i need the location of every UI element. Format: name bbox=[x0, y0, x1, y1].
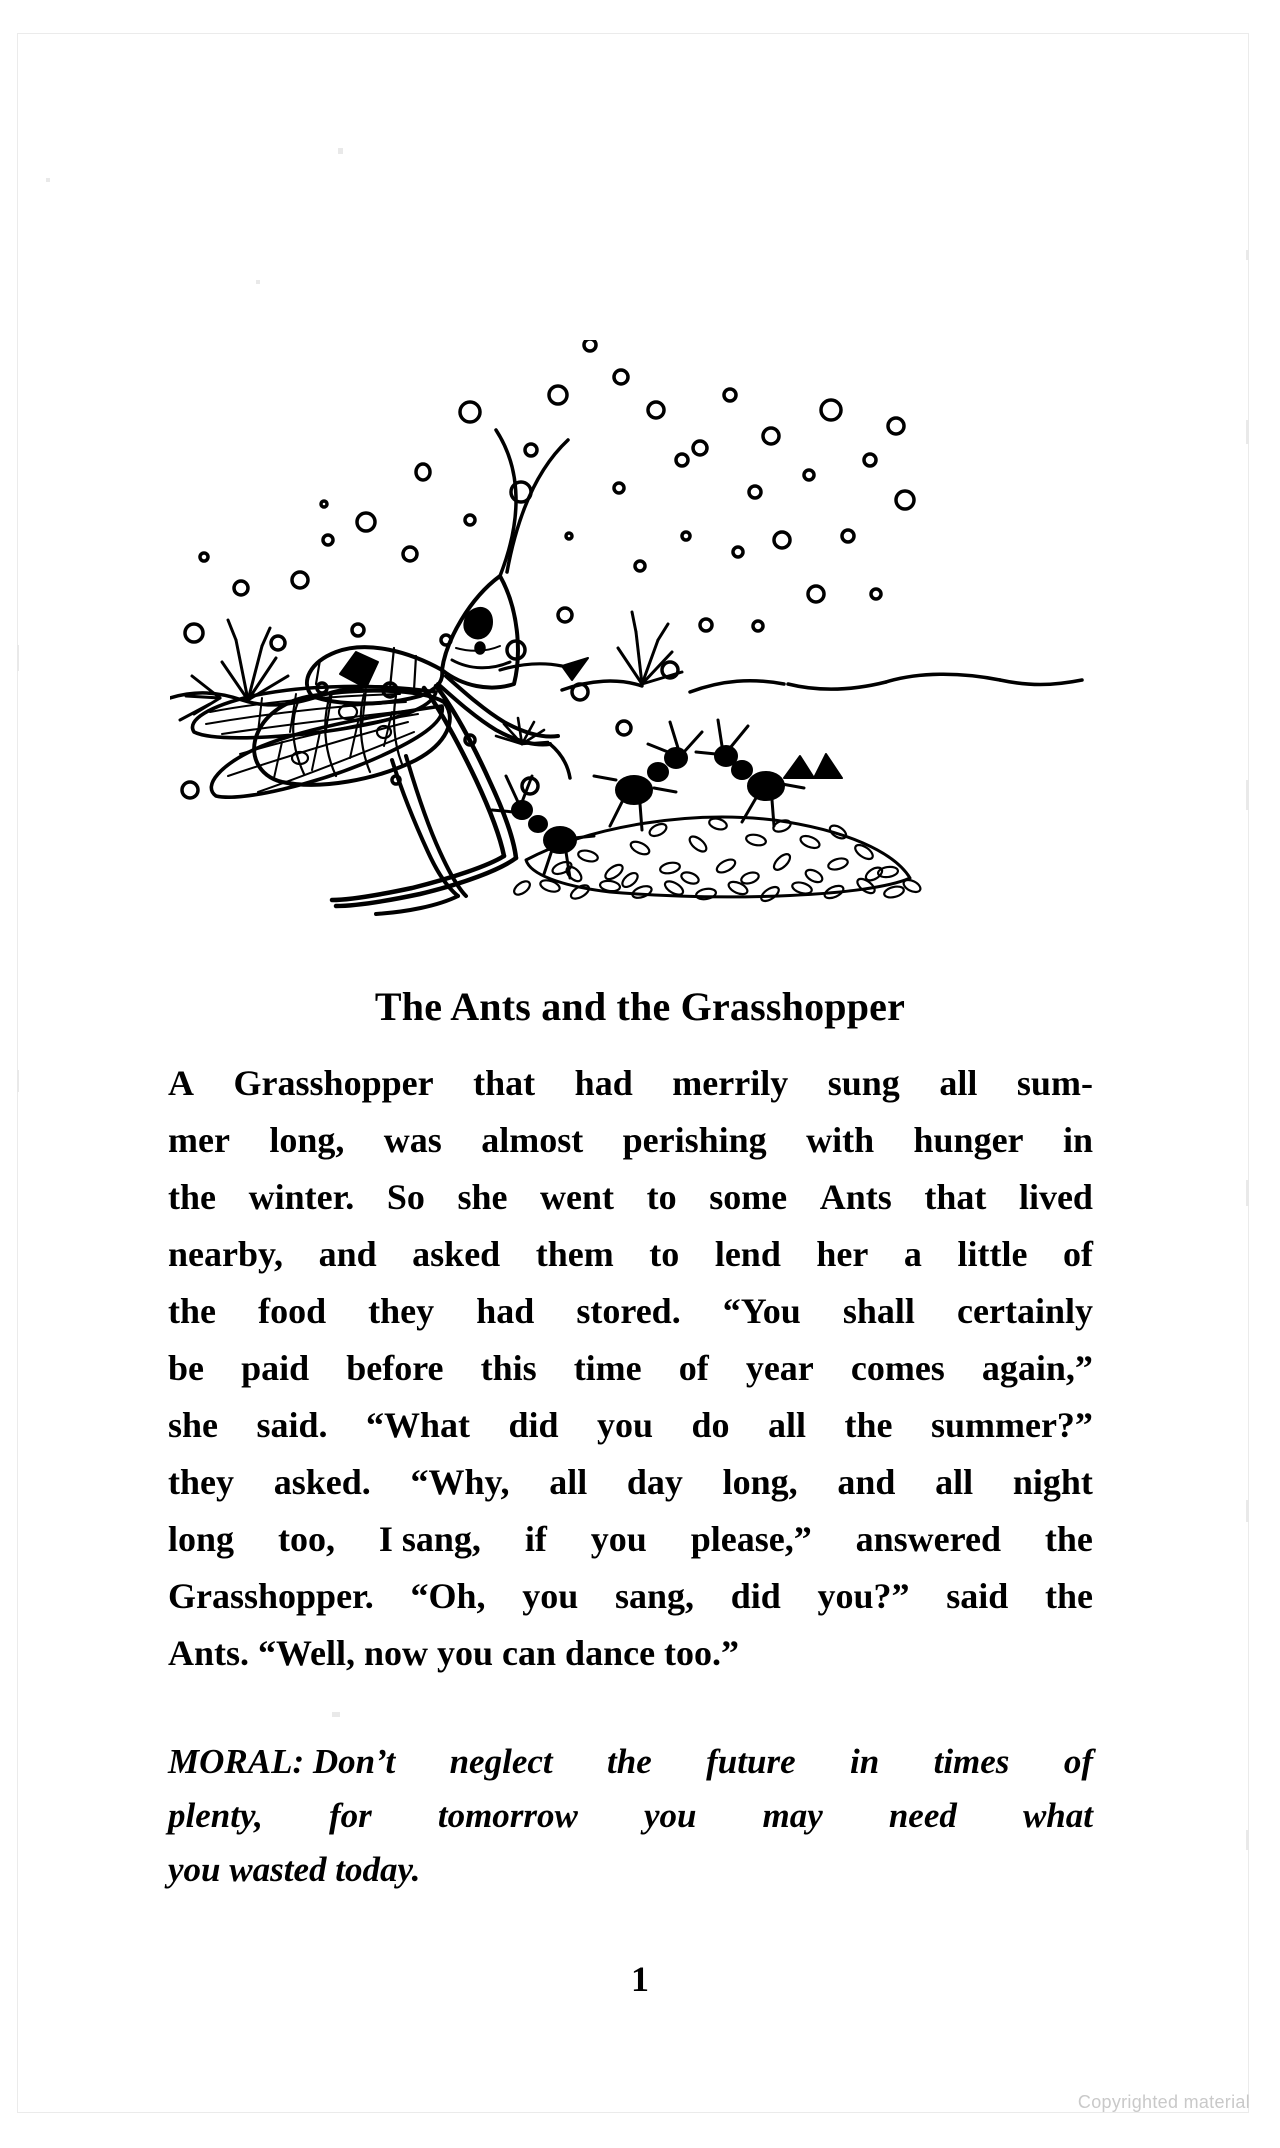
text-word: year bbox=[745, 1348, 814, 1388]
story-illustration bbox=[170, 340, 1090, 920]
story-body-line bbox=[168, 1112, 1093, 1169]
bare-shrub-right bbox=[618, 612, 682, 684]
text-word: they bbox=[368, 1291, 435, 1331]
story-body-line bbox=[168, 1397, 1093, 1454]
text-word: the bbox=[168, 1291, 216, 1331]
story-body-line bbox=[168, 1226, 1093, 1283]
text-word: nearby, bbox=[168, 1234, 284, 1274]
text-word: sum- bbox=[1016, 1063, 1093, 1103]
eye bbox=[464, 608, 492, 639]
text-word: was bbox=[383, 1120, 442, 1160]
text-word: day bbox=[626, 1462, 683, 1502]
story-moral-line bbox=[168, 1735, 1093, 1789]
ant-right bbox=[696, 720, 842, 826]
text-word: little bbox=[957, 1234, 1028, 1274]
eye-dot bbox=[475, 642, 485, 654]
text-word: of bbox=[678, 1348, 709, 1388]
text-word: long bbox=[168, 1519, 235, 1559]
story-body-line bbox=[168, 1454, 1093, 1511]
text-word: summer?” bbox=[930, 1405, 1093, 1445]
text-word: sung bbox=[827, 1063, 900, 1103]
text-word: almost bbox=[481, 1120, 584, 1160]
text-word: the bbox=[607, 1742, 652, 1781]
story-moral-line bbox=[168, 1789, 1093, 1843]
text-word: mer bbox=[168, 1120, 230, 1160]
text-word: did bbox=[508, 1405, 559, 1445]
text-word: winter. bbox=[248, 1177, 355, 1217]
text-word: all bbox=[935, 1462, 974, 1502]
text-word: certainly bbox=[957, 1291, 1093, 1331]
text-word: comes bbox=[850, 1348, 945, 1388]
text-word: had bbox=[574, 1063, 633, 1103]
text-word: need bbox=[888, 1796, 957, 1835]
text-word: asked bbox=[412, 1234, 501, 1274]
text-word: be bbox=[168, 1348, 204, 1388]
text-word: A bbox=[168, 1063, 194, 1103]
text-word: in bbox=[1062, 1120, 1093, 1160]
text-word: you bbox=[590, 1519, 647, 1559]
text-word: the bbox=[844, 1405, 893, 1445]
text-word: they bbox=[168, 1462, 234, 1502]
story-body-line bbox=[168, 1511, 1093, 1568]
wing-veins bbox=[206, 690, 418, 792]
text-word: shall bbox=[842, 1291, 915, 1331]
text-word: answered bbox=[855, 1519, 1001, 1559]
text-word: times bbox=[933, 1742, 1010, 1781]
text-word: merrily bbox=[672, 1063, 789, 1103]
story-body-text bbox=[168, 1055, 1093, 1682]
text-word: all bbox=[768, 1405, 807, 1445]
mid-leg bbox=[392, 760, 458, 896]
text-word: Grasshopper. bbox=[168, 1576, 374, 1616]
text-word: you?” bbox=[817, 1576, 910, 1616]
mouth bbox=[452, 660, 510, 668]
text-word: you bbox=[597, 1405, 654, 1445]
text-word: “What bbox=[366, 1405, 471, 1445]
text-word: long, bbox=[269, 1120, 345, 1160]
page-title: The Ants and the Grasshopper bbox=[374, 983, 906, 1029]
grasshopper bbox=[192, 430, 588, 914]
text-word: lived bbox=[1018, 1177, 1093, 1217]
copyright-notice: Copyrighted material bbox=[1077, 2092, 1250, 2112]
text-word: if bbox=[524, 1519, 547, 1559]
text-word: before bbox=[346, 1348, 444, 1388]
text-word: of bbox=[1063, 1742, 1093, 1781]
story-body-line bbox=[168, 1169, 1093, 1226]
text-word: had bbox=[476, 1291, 535, 1331]
story-body-line bbox=[168, 1568, 1093, 1625]
text-word: for bbox=[329, 1796, 372, 1835]
story-body-line-last: Ants. “Well, now you can dance too.” bbox=[168, 1633, 740, 1673]
text-word: you bbox=[522, 1576, 579, 1616]
text-word: So bbox=[386, 1177, 425, 1217]
text-word: sang, bbox=[614, 1576, 694, 1616]
text-word: she bbox=[457, 1177, 508, 1217]
text-word: food bbox=[258, 1291, 327, 1331]
text-word: she bbox=[168, 1405, 219, 1445]
text-word: in bbox=[850, 1742, 880, 1781]
text-word: night bbox=[1012, 1462, 1093, 1502]
text-word: this bbox=[480, 1348, 537, 1388]
story-body-line bbox=[168, 1055, 1093, 1112]
text-word: the bbox=[1044, 1576, 1093, 1616]
story-moral-text bbox=[168, 1735, 1093, 1897]
text-word: long, bbox=[722, 1462, 798, 1502]
story-moral-line-last: you wasted today. bbox=[168, 1850, 421, 1889]
text-word: Ants bbox=[819, 1177, 892, 1217]
text-word: too, bbox=[277, 1519, 335, 1559]
text-word: MORAL: Don’t bbox=[168, 1742, 396, 1781]
text-word: all bbox=[549, 1462, 588, 1502]
text-word: lend bbox=[714, 1234, 781, 1274]
text-word: “You bbox=[722, 1291, 801, 1331]
page-number: 1 bbox=[631, 1959, 649, 1999]
ant-center bbox=[594, 722, 702, 830]
text-word: neglect bbox=[449, 1742, 553, 1781]
text-word: perishing bbox=[622, 1120, 767, 1160]
text-word: again,” bbox=[981, 1348, 1093, 1388]
text-word: stored. bbox=[576, 1291, 681, 1331]
text-word: that bbox=[473, 1063, 536, 1103]
text-word: said. bbox=[256, 1405, 328, 1445]
story-body-line bbox=[168, 1283, 1093, 1340]
text-word: I sang, bbox=[378, 1519, 481, 1559]
text-word: to bbox=[646, 1177, 677, 1217]
text-word: some bbox=[709, 1177, 788, 1217]
text-word: “Why, bbox=[410, 1462, 510, 1502]
text-word: plenty, bbox=[168, 1796, 263, 1835]
text-word: said bbox=[946, 1576, 1009, 1616]
text-word: tomorrow bbox=[437, 1796, 578, 1835]
text-word: please,” bbox=[690, 1519, 812, 1559]
text-word: her bbox=[816, 1234, 869, 1274]
text-word: and bbox=[318, 1234, 377, 1274]
text-word: with bbox=[806, 1120, 875, 1160]
text-word: went bbox=[540, 1177, 615, 1217]
text-word: them bbox=[535, 1234, 614, 1274]
text-word: what bbox=[1022, 1796, 1093, 1835]
snowflakes-group bbox=[182, 340, 914, 798]
text-word: that bbox=[924, 1177, 987, 1217]
text-word: all bbox=[939, 1063, 978, 1103]
text-word: to bbox=[649, 1234, 680, 1274]
text-word: hunger bbox=[913, 1120, 1024, 1160]
text-word: you bbox=[643, 1796, 697, 1835]
text-word: may bbox=[762, 1796, 823, 1835]
text-word: and bbox=[837, 1462, 896, 1502]
story-body-line bbox=[168, 1340, 1093, 1397]
text-word: Grasshopper bbox=[233, 1063, 434, 1103]
text-word: a bbox=[903, 1234, 922, 1274]
text-word: “Oh, bbox=[410, 1576, 486, 1616]
text-word: do bbox=[691, 1405, 730, 1445]
text-word: did bbox=[730, 1576, 781, 1616]
text-word: the bbox=[168, 1177, 216, 1217]
text-word: asked. bbox=[273, 1462, 371, 1502]
text-word: time bbox=[573, 1348, 642, 1388]
text-word: of bbox=[1062, 1234, 1093, 1274]
text-word: future bbox=[706, 1742, 796, 1781]
grain-pile bbox=[512, 817, 923, 904]
text-word: the bbox=[1044, 1519, 1093, 1559]
antenna-upper bbox=[496, 430, 516, 576]
text-word: paid bbox=[241, 1348, 310, 1388]
